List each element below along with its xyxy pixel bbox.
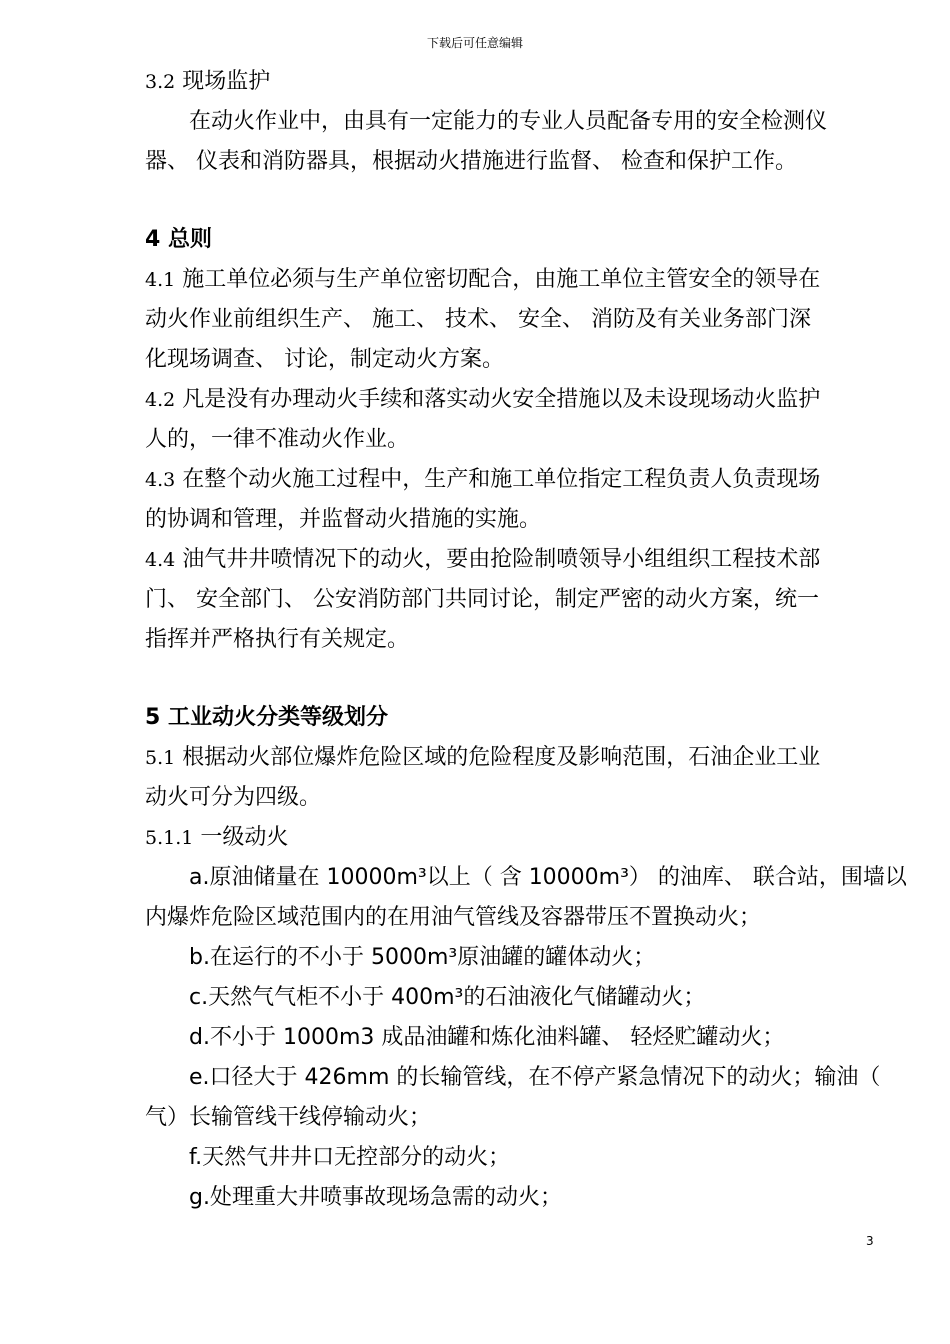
spacer [145, 660, 880, 698]
clause-4-2 [145, 380, 880, 420]
document-body [145, 62, 907, 1218]
list-item-g: g.处理重大井喷事故现场急需的动火； [189, 1185, 562, 1210]
clause-4-4 [145, 540, 880, 580]
clause-text: 施工单位必须与生产单位密切配合，由施工单位主管安全的领导在 [182, 267, 821, 292]
clause-number: 5.1 [145, 747, 176, 769]
section-number: 5 [145, 705, 161, 730]
clause-line: 化现场调查、 讨论，制定动火方案。 [145, 347, 504, 372]
section-number: 3.2 [145, 71, 176, 93]
clause-number: 4.4 [145, 549, 176, 571]
section-4-heading [145, 220, 880, 260]
list-item-a-continued: 内爆炸危险区域范围内的在用油气管线及容器带压不置换动火； [145, 905, 762, 930]
clause-5-1 [145, 738, 880, 778]
clause-text: 油气井井喷情况下的动火，要由抢险制喷领导小组组织工程技术部 [182, 547, 821, 572]
list-item-e: e.口径大于 426mm 的长输管线，在不停产紧急情况下的动火；输油（ [189, 1065, 881, 1090]
clause-number: 5.1.1 [145, 827, 194, 849]
clause-text: 一级动火 [200, 825, 289, 850]
clause-line: 人的，一律不准动火作业。 [145, 427, 410, 452]
clause-line: 的协调和管理，并监督动火措施的实施。 [145, 507, 542, 532]
clause-number: 4.3 [145, 469, 176, 491]
clause-4-3 [145, 460, 880, 500]
list-item-f: f.天然气井井口无控部分的动火； [189, 1145, 511, 1170]
list-item-c: c.天然气气柜不小于 400m³的石油液化气储罐动火； [189, 985, 706, 1010]
section-3-2-title [145, 62, 880, 102]
clause-5-1-1 [145, 818, 880, 858]
section-title: 工业动火分类等级划分 [167, 705, 388, 730]
spacer [145, 182, 880, 220]
clause-line: 动火可分为四级。 [145, 785, 322, 810]
clause-text: 在整个动火施工过程中，生产和施工单位指定工程负责人负责现场 [182, 467, 821, 492]
list-item-b: b.在运行的不小于 5000m³原油罐的罐体动火； [189, 945, 656, 970]
clause-4-1 [145, 260, 880, 300]
clause-number: 4.2 [145, 389, 176, 411]
section-title: 现场监护 [182, 69, 271, 94]
clause-line: 门、 安全部门、 公安消防部门共同讨论，制定严密的动火方案，统一 [145, 587, 819, 612]
list-item-a: a.原油储量在 10000m³以上（ 含 10000m³） 的油库、 联合站，围墙以 [189, 865, 907, 890]
clause-text: 凡是没有办理动火手续和落实动火安全措施以及未设现场动火监护 [182, 387, 821, 412]
clause-number: 4.1 [145, 269, 176, 291]
list-item-e-continued: 气）长输管线干线停输动火； [145, 1105, 432, 1130]
page-header: 下载后可任意编辑 [426, 36, 523, 50]
section-title: 总则 [167, 227, 212, 252]
clause-text: 根据动火部位爆炸危险区域的危险程度及影响范围，石油企业工业 [182, 745, 821, 770]
section-number: 4 [145, 227, 161, 252]
paragraph-line: 器、 仪表和消防器具，根据动火措施进行监督、 检查和保护工作。 [145, 149, 797, 174]
clause-line: 指挥并严格执行有关规定。 [145, 627, 410, 652]
paragraph-line: 在动火作业中，由具有一定能力的专业人员配备专用的安全检测仪 [189, 109, 828, 134]
clause-line: 动火作业前组织生产、 施工、 技术、 安全、 消防及有关业务部门深 [145, 307, 811, 332]
section-5-heading [145, 698, 880, 738]
list-item-d: d.不小于 1000m3 成品油罐和炼化油料罐、 轻烃贮罐动火； [189, 1025, 785, 1050]
page-number: 3 [866, 1234, 874, 1248]
